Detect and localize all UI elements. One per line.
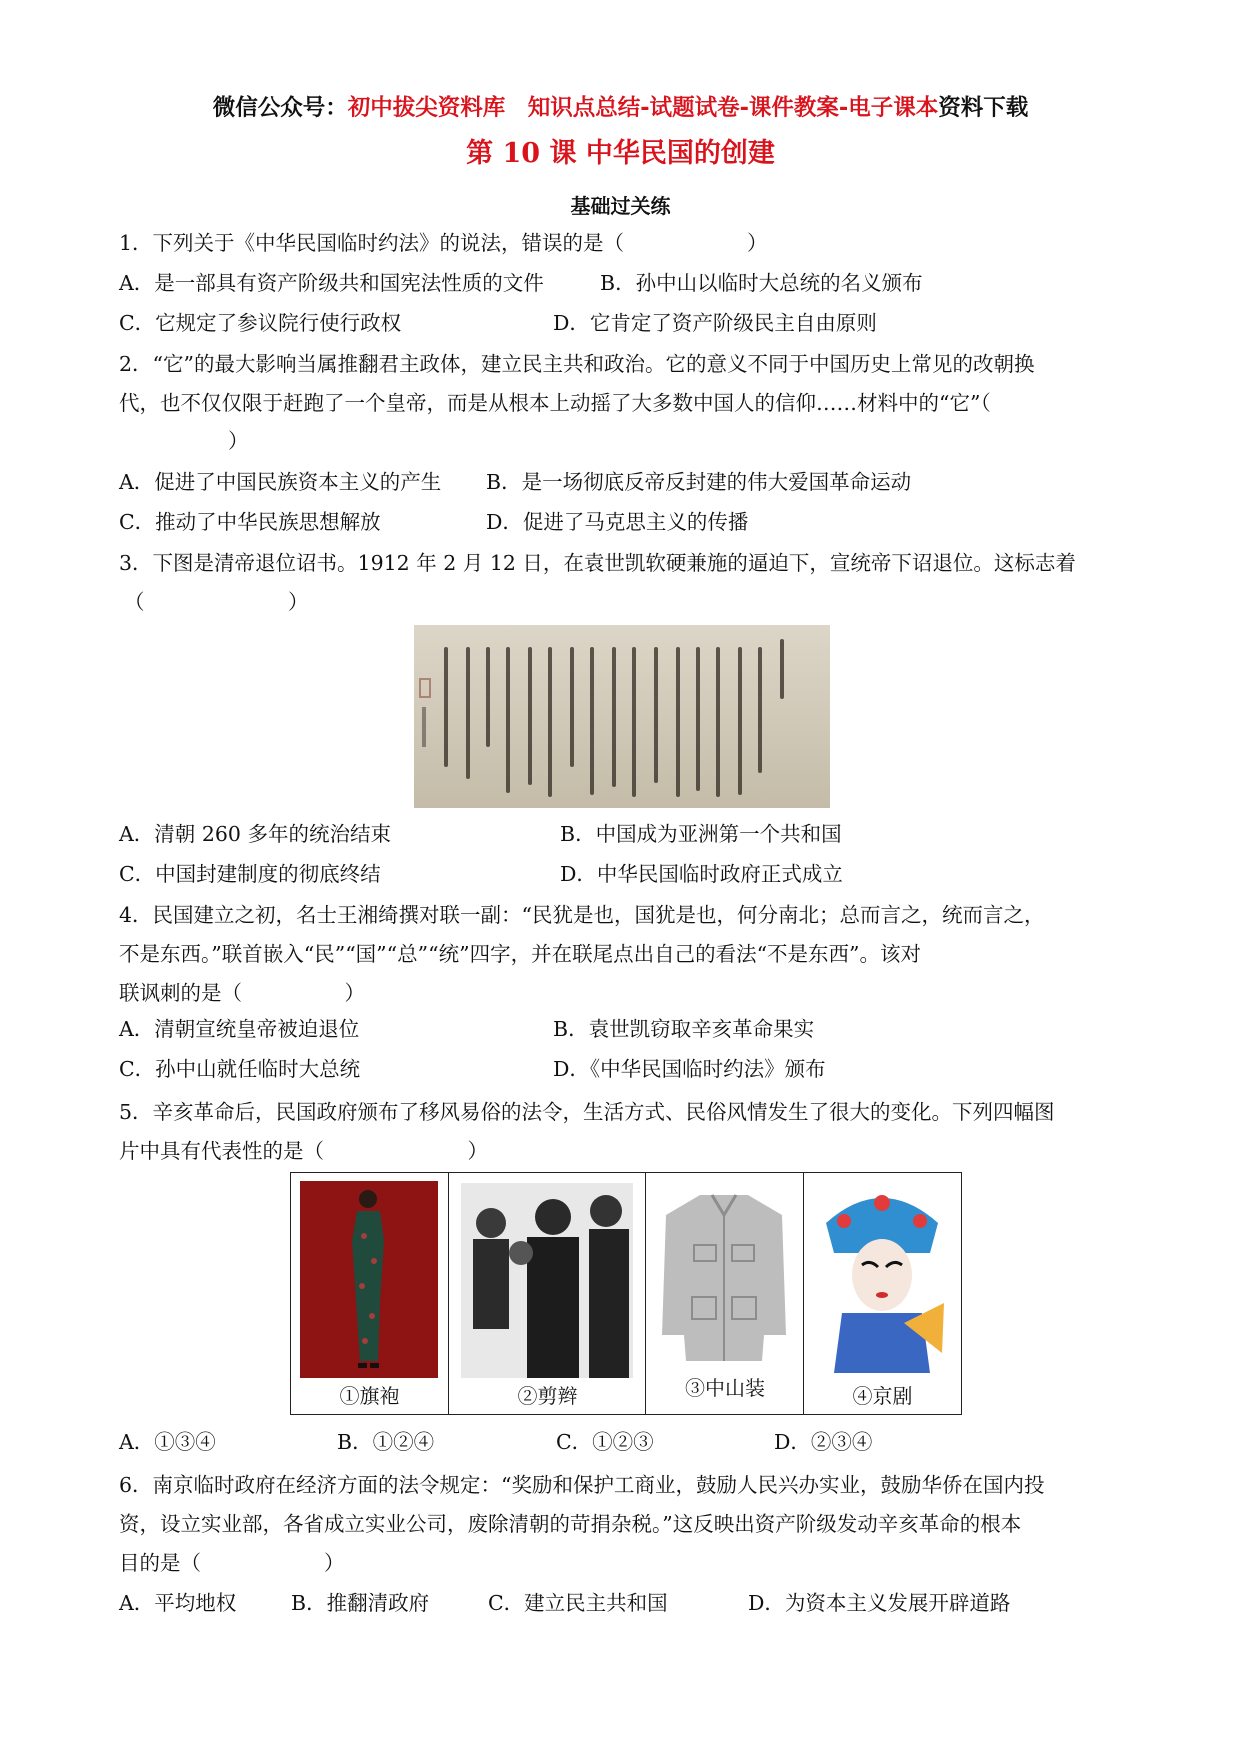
q4-option-b[interactable]: B．袁世凯窃取辛亥革命果实 — [553, 1017, 815, 1041]
q2-stem-line-2: 代，也不仅仅限于赶跑了一个皇帝，而是从根本上动摇了大多数中国人的信仰……材料中的“它”（ — [119, 391, 991, 415]
caption-peking-opera: ④京剧 — [852, 1384, 913, 1408]
q4-stem-line-2: 不是东西。”联首嵌入“民”“国”“总”“统”四字，并在联尾点出自己的看法“不是东西”。该对 — [119, 942, 922, 966]
picture-cell-qipao — [291, 1173, 448, 1414]
q3-option-c[interactable]: C．中国封建制度的彻底终结 — [119, 862, 381, 886]
edict-texture — [414, 625, 830, 808]
q4-option-d[interactable]: D．《中华民国临时约法》颁布 — [553, 1057, 826, 1081]
picture-cell-zhongshan-suit — [645, 1173, 804, 1414]
q2-option-d[interactable]: D．促进了马克思主义的传播 — [486, 510, 749, 534]
q1-stem: 1．下列关于《中华民国临时约法》的说法，错误的是（ ） — [119, 231, 768, 255]
header-prefix: 微信公众号： — [212, 95, 348, 121]
q5-option-a[interactable]: A．①③④ — [119, 1430, 216, 1454]
q6-stem-line-2: 资，设立实业部，各省成立实业公司，废除清朝的苛捐杂税。”这反映出资产阶级发动辛亥革命的根本 — [119, 1512, 1022, 1536]
q3-option-d[interactable]: D．中华民国临时政府正式成立 — [560, 862, 843, 886]
q5-option-b[interactable]: B．①②④ — [337, 1430, 435, 1454]
customs-pictures-table — [290, 1172, 962, 1415]
q1-option-c[interactable]: C．它规定了参议院行使行政权 — [119, 311, 402, 335]
q4-option-a[interactable]: A．清朝宣统皇帝被迫退位 — [119, 1017, 360, 1041]
q1-option-d[interactable]: D．它肯定了资产阶级民主自由原则 — [553, 311, 877, 335]
caption-queue-cutting: ②剪辫 — [517, 1384, 578, 1408]
q2-stem-line-1: 2．“它”的最大影响当属推翻君主政体，建立民主共和政治。它的意义不同于中国历史上常见的改朝换 — [119, 352, 1035, 376]
lesson-title: 第 10 课 中华民国的创建 — [466, 138, 775, 169]
q3-option-a[interactable]: A．清朝 260 多年的统治结束 — [119, 822, 391, 846]
q4-option-c[interactable]: C．孙中山就任临时大总统 — [119, 1057, 361, 1081]
q6-option-a[interactable]: A．平均地权 — [119, 1591, 237, 1615]
q5-option-c[interactable]: C．①②③ — [556, 1430, 654, 1454]
peking-opera-picture — [814, 1183, 950, 1373]
header-suffix: 资料下载 — [938, 95, 1029, 121]
caption-qipao: ①旗袍 — [339, 1384, 400, 1408]
q3-option-b[interactable]: B．中国成为亚洲第一个共和国 — [560, 822, 842, 846]
q3-stem-line-2: （ ） — [124, 590, 309, 614]
q2-option-a[interactable]: A．促进了中国民族资本主义的产生 — [119, 470, 442, 494]
picture-cell-peking-opera — [803, 1173, 961, 1414]
q6-stem-line-3: 目的是（ ） — [119, 1551, 345, 1575]
abdication-edict-image — [414, 625, 830, 808]
q6-stem-line-1: 6．南京临时政府在经济方面的法令规定：“奖励和保护工商业，鼓励人民兴办实业，鼓励华侨在国内投 — [119, 1473, 1045, 1497]
q2-option-c[interactable]: C．推动了中华民族思想解放 — [119, 510, 381, 534]
q1-option-a[interactable]: A．是一部具有资产阶级共和国宪法性质的文件 — [119, 271, 544, 295]
header-banner — [0, 93, 1241, 123]
q5-stem-line-2: 片中具有代表性的是（ ） — [119, 1139, 488, 1163]
q1-option-b[interactable]: B．孙中山以临时大总统的名义颁布 — [600, 271, 923, 295]
q2-option-b[interactable]: B．是一场彻底反帝反封建的伟大爱国革命运动 — [486, 470, 912, 494]
q5-stem-line-1: 5．辛亥革命后，民国政府颁布了移风易俗的法令，生活方式、民俗风情发生了很大的变化。下列四幅图 — [119, 1100, 1055, 1124]
q6-option-c[interactable]: C．建立民主共和国 — [488, 1591, 668, 1615]
q4-stem-line-3: 联讽刺的是（ ） — [119, 981, 365, 1005]
zhongshan-suit-picture — [660, 1185, 788, 1365]
q2-stem-line-3: ） — [228, 429, 249, 453]
q3-stem-line-1: 3．下图是清帝退位诏书。1912 年 2 月 12 日，在袁世凯软硬兼施的逼迫下，宣统帝下诏退位。这标志着 — [119, 551, 1076, 575]
q6-option-d[interactable]: D．为资本主义发展开辟道路 — [748, 1591, 1011, 1615]
queue-cutting-picture — [461, 1183, 633, 1378]
q6-option-b[interactable]: B．推翻清政府 — [291, 1591, 430, 1615]
qipao-picture — [300, 1181, 438, 1378]
caption-zhongshan-suit: ③中山装 — [685, 1376, 765, 1400]
picture-cell-queue-cutting — [448, 1173, 646, 1414]
header-brand: 初中拔尖资料库 知识点总结-试题试卷-课件教案-电子课本 — [347, 95, 939, 121]
section-title: 基础过关练 — [570, 194, 671, 218]
q4-stem-line-1: 4．民国建立之初，名士王湘绮撰对联一副：“民犹是也，国犹是也，何分南北；总而言之，统而言之， — [119, 903, 1045, 927]
q5-option-d[interactable]: D．②③④ — [774, 1430, 873, 1454]
